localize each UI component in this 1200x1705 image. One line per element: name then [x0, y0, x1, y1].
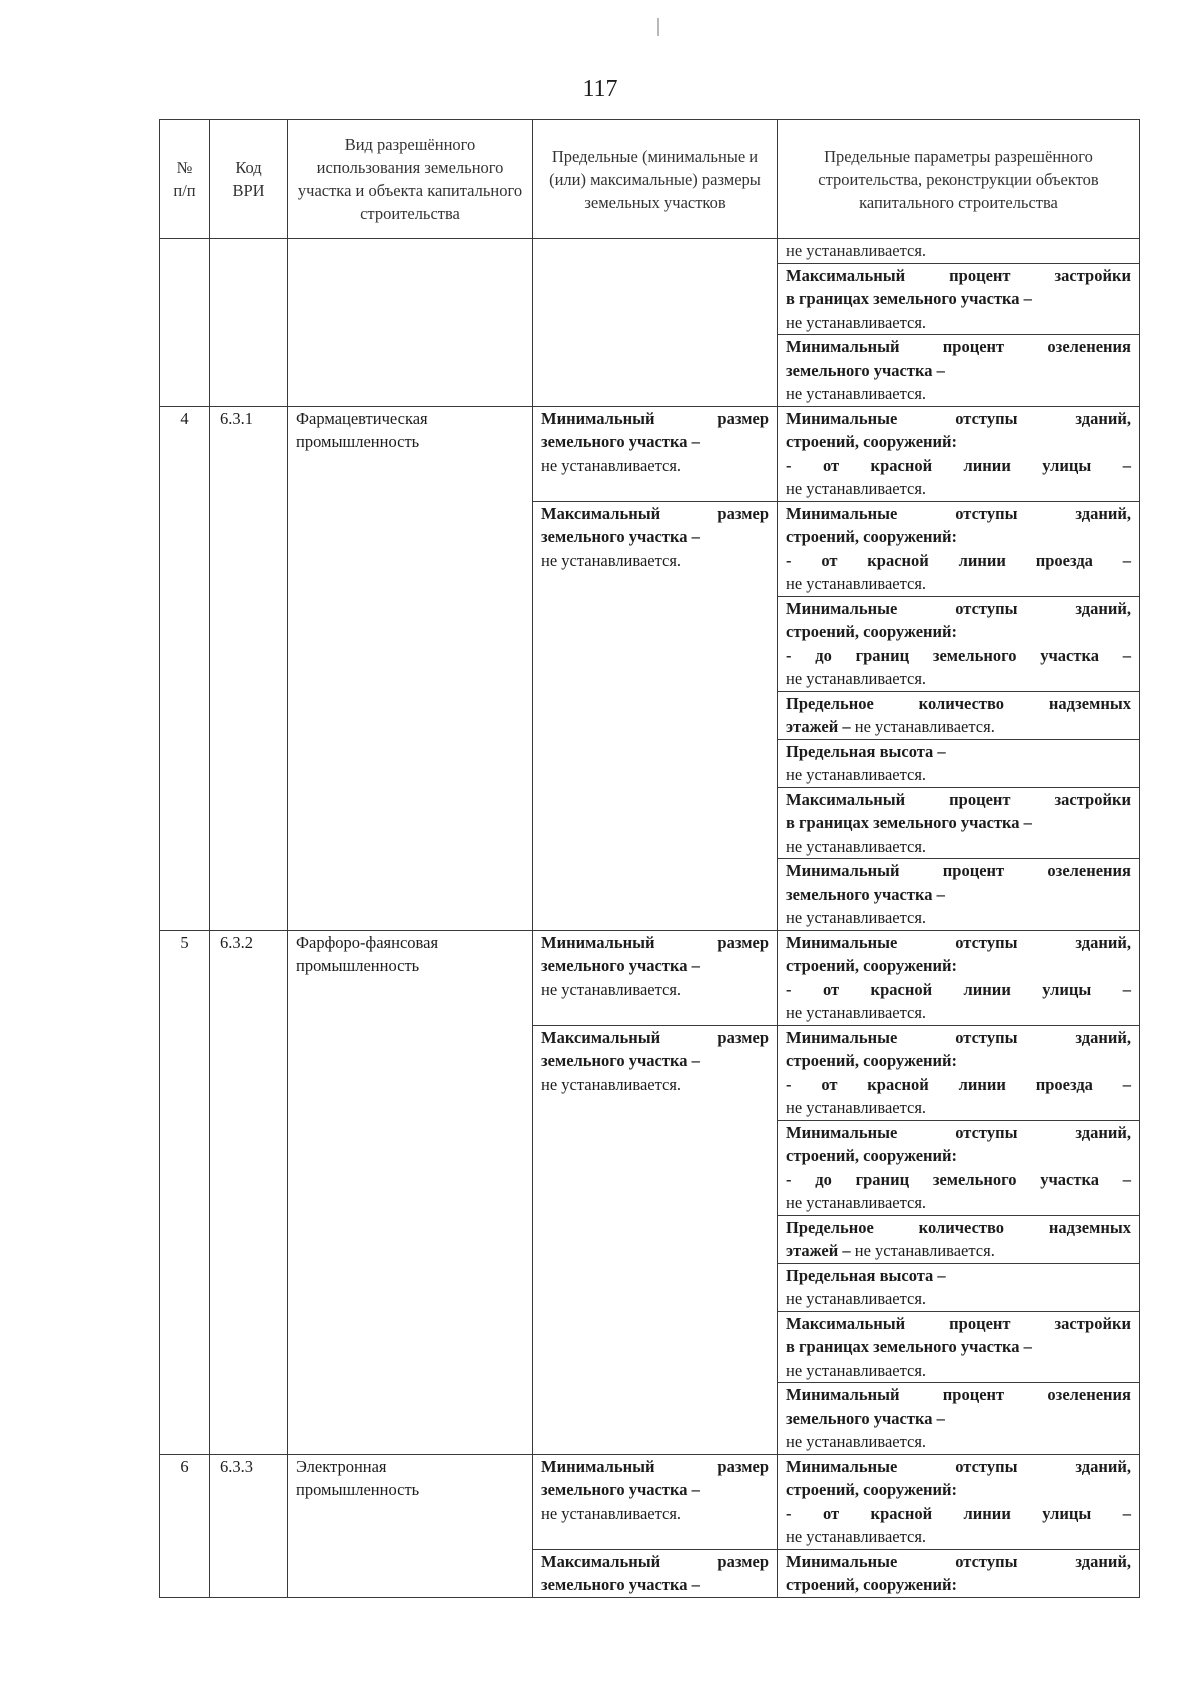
number-cell: [160, 239, 210, 407]
use-type-name: Фарфоро-фаянсовая: [296, 932, 439, 952]
param-cell: [778, 1120, 1140, 1215]
code-cell: 6.3.2: [210, 930, 288, 1454]
plot-size-title: Минимальный размер: [541, 1456, 769, 1476]
param-cell: [778, 691, 1140, 739]
table-row: [160, 406, 1140, 501]
param-title: Предельное количество надземных: [786, 693, 1131, 713]
param-cell: [778, 1215, 1140, 1263]
param-cell: [778, 335, 1140, 407]
plot-size-title: земельного участка –: [541, 432, 700, 451]
param-cell: [778, 930, 1140, 1025]
plot-size-title: земельного участка –: [541, 527, 700, 546]
use-type-cell: [288, 239, 533, 407]
use-type-cell: [288, 930, 533, 1454]
param-item: - от красной линии проезда –: [786, 1074, 1131, 1094]
param-title: Предельное количество надземных: [786, 1217, 1131, 1237]
param-value: не устанавливается.: [786, 1003, 927, 1022]
param-cell: [778, 239, 1140, 264]
param-title: строений, сооружений:: [786, 1480, 958, 1499]
param-title: Минимальный процент озеленения: [786, 337, 1131, 356]
use-type-name: промышленность: [296, 432, 420, 451]
plot-size-title: Минимальный размер: [541, 932, 769, 952]
page-number: 117: [582, 76, 618, 102]
param-title: в границах земельного участка –: [786, 1337, 1032, 1356]
param-value: не устанавливается.: [786, 765, 927, 784]
param-cell: [778, 1025, 1140, 1120]
header-number: № п/п: [160, 120, 210, 239]
code-cell: 6.3.3: [210, 1454, 288, 1597]
table-row: [160, 1454, 1140, 1549]
param-value: не устанавливается.: [786, 1432, 927, 1451]
plot-size-title: земельного участка –: [541, 1051, 700, 1070]
param-value: не устанавливается.: [786, 1360, 927, 1380]
param-cell: [778, 1549, 1140, 1597]
plot-size-title: земельного участка –: [541, 1575, 700, 1594]
param-value: не устанавливается.: [786, 1098, 927, 1117]
param-title: строений, сооружений:: [786, 432, 958, 451]
param-value: не устанавливается.: [786, 908, 927, 927]
plot-size-value: не устанавливается.: [541, 979, 682, 999]
use-type-cell: [288, 1454, 533, 1597]
param-title: Минимальные отступы зданий,: [786, 598, 1131, 618]
use-type-name: Электронная: [296, 1456, 387, 1476]
param-value: не устанавливается.: [786, 1527, 927, 1546]
code-cell: [210, 239, 288, 407]
param-value: не устанавливается.: [786, 312, 927, 332]
param-title: земельного участка –: [786, 1408, 945, 1428]
use-type-cell: [288, 406, 533, 930]
plot-size-cell: [533, 406, 778, 501]
number-cell: 5: [160, 930, 210, 1454]
use-type-name: промышленность: [296, 1480, 420, 1499]
param-cell: [778, 406, 1140, 501]
number-cell: 6: [160, 1454, 210, 1597]
param-item: - от красной линии улицы –: [786, 1503, 1131, 1523]
param-value: не устанавливается.: [786, 836, 927, 856]
use-type-name: Фармацевтическая: [296, 408, 428, 428]
param-title: Минимальный процент озеленения: [786, 861, 1131, 880]
param-value: не устанавливается.: [786, 384, 927, 403]
param-title: строений, сооружений:: [786, 956, 958, 975]
param-title: земельного участка –: [786, 360, 945, 380]
scan-mark: [657, 18, 659, 36]
param-title: этажей –: [786, 1241, 851, 1260]
param-value: не устанавливается.: [786, 574, 927, 593]
param-value: не устанавливается.: [786, 241, 927, 260]
plot-size-cell: [533, 501, 778, 930]
plot-size-cell: [533, 1454, 778, 1549]
param-item: - от красной линии улицы –: [786, 979, 1131, 999]
param-title: этажей –: [786, 717, 851, 736]
param-value: не устанавливается.: [786, 1193, 927, 1212]
param-title: земельного участка –: [786, 884, 945, 904]
plot-size-title: Максимальный размер: [541, 503, 769, 523]
param-value: не устанавливается.: [854, 717, 995, 736]
plot-size-cell: [533, 239, 778, 407]
param-title: в границах земельного участка –: [786, 289, 1032, 308]
param-cell: [778, 1383, 1140, 1455]
param-title: строений, сооружений:: [786, 1051, 958, 1070]
param-item: - до границ земельного участка –: [786, 645, 1131, 665]
param-title: Минимальные отступы зданий,: [786, 932, 1131, 952]
param-title: строений, сооружений:: [786, 1146, 958, 1165]
header-construction-params: Предельные параметры разрешённого строительства, реконструкции объектов капитального строительства: [778, 120, 1140, 239]
param-title: Минимальные отступы зданий,: [786, 1456, 1131, 1476]
param-cell: [778, 739, 1140, 787]
plot-size-cell: [533, 1549, 778, 1597]
param-item: - от красной линии проезда –: [786, 550, 1131, 570]
param-cell: [778, 859, 1140, 931]
header-use-type: Вид разрешённого использования земельного участка и объекта капитального строительства: [288, 120, 533, 239]
plot-size-cell: [533, 930, 778, 1025]
plot-size-title: земельного участка –: [541, 1480, 700, 1499]
param-title: Минимальные отступы зданий,: [786, 1122, 1131, 1142]
plot-size-value: не устанавливается.: [541, 455, 682, 475]
param-value: не устанавливается.: [786, 479, 927, 498]
param-value: не устанавливается.: [786, 1289, 927, 1308]
param-title: Минимальные отступы зданий,: [786, 408, 1131, 428]
param-title: Минимальные отступы зданий,: [786, 1551, 1131, 1571]
use-type-name: промышленность: [296, 956, 420, 975]
param-title: Максимальный процент застройки: [786, 265, 1131, 285]
plot-size-title: земельного участка –: [541, 956, 700, 975]
header-code: Код ВРИ: [210, 120, 288, 239]
param-title: в границах земельного участка –: [786, 813, 1032, 832]
param-value: не устанавливается.: [786, 669, 927, 688]
param-value: не устанавливается.: [854, 1241, 995, 1260]
param-title: строений, сооружений:: [786, 1575, 958, 1594]
param-title: Минимальные отступы зданий,: [786, 503, 1131, 523]
plot-size-value: не устанавливается.: [541, 550, 682, 570]
param-cell: [778, 263, 1140, 335]
code-cell: 6.3.1: [210, 406, 288, 930]
param-title: Минимальные отступы зданий,: [786, 1027, 1131, 1047]
param-item: - до границ земельного участка –: [786, 1169, 1131, 1189]
param-cell: [778, 501, 1140, 596]
param-title: строений, сооружений:: [786, 527, 958, 546]
param-item: - от красной линии улицы –: [786, 455, 1131, 475]
number-cell: 4: [160, 406, 210, 930]
plot-size-value: не устанавливается.: [541, 1074, 682, 1094]
param-title: Максимальный процент застройки: [786, 1313, 1131, 1333]
plot-size-cell: [533, 1025, 778, 1454]
param-cell: [778, 787, 1140, 859]
regulation-table: [159, 119, 1140, 1598]
param-cell: [778, 596, 1140, 691]
table-header-row: [160, 120, 1140, 239]
param-title: Предельная высота –: [786, 1265, 946, 1285]
param-title: Максимальный процент застройки: [786, 789, 1131, 809]
param-title: Минимальный процент озеленения: [786, 1385, 1131, 1404]
param-cell: [778, 1263, 1140, 1311]
plot-size-value: не устанавливается.: [541, 1503, 682, 1523]
param-cell: [778, 1454, 1140, 1549]
param-title: Предельная высота –: [786, 741, 946, 761]
plot-size-title: Максимальный размер: [541, 1551, 769, 1571]
plot-size-title: Максимальный размер: [541, 1027, 769, 1047]
param-title: строений, сооружений:: [786, 622, 958, 641]
plot-size-title: Минимальный размер: [541, 408, 769, 428]
header-plot-sizes: Предельные (минимальные и (или) максимальные) размеры земельных участков: [533, 120, 778, 239]
table-row: [160, 930, 1140, 1025]
param-cell: [778, 1311, 1140, 1383]
table-row: [160, 239, 1140, 264]
